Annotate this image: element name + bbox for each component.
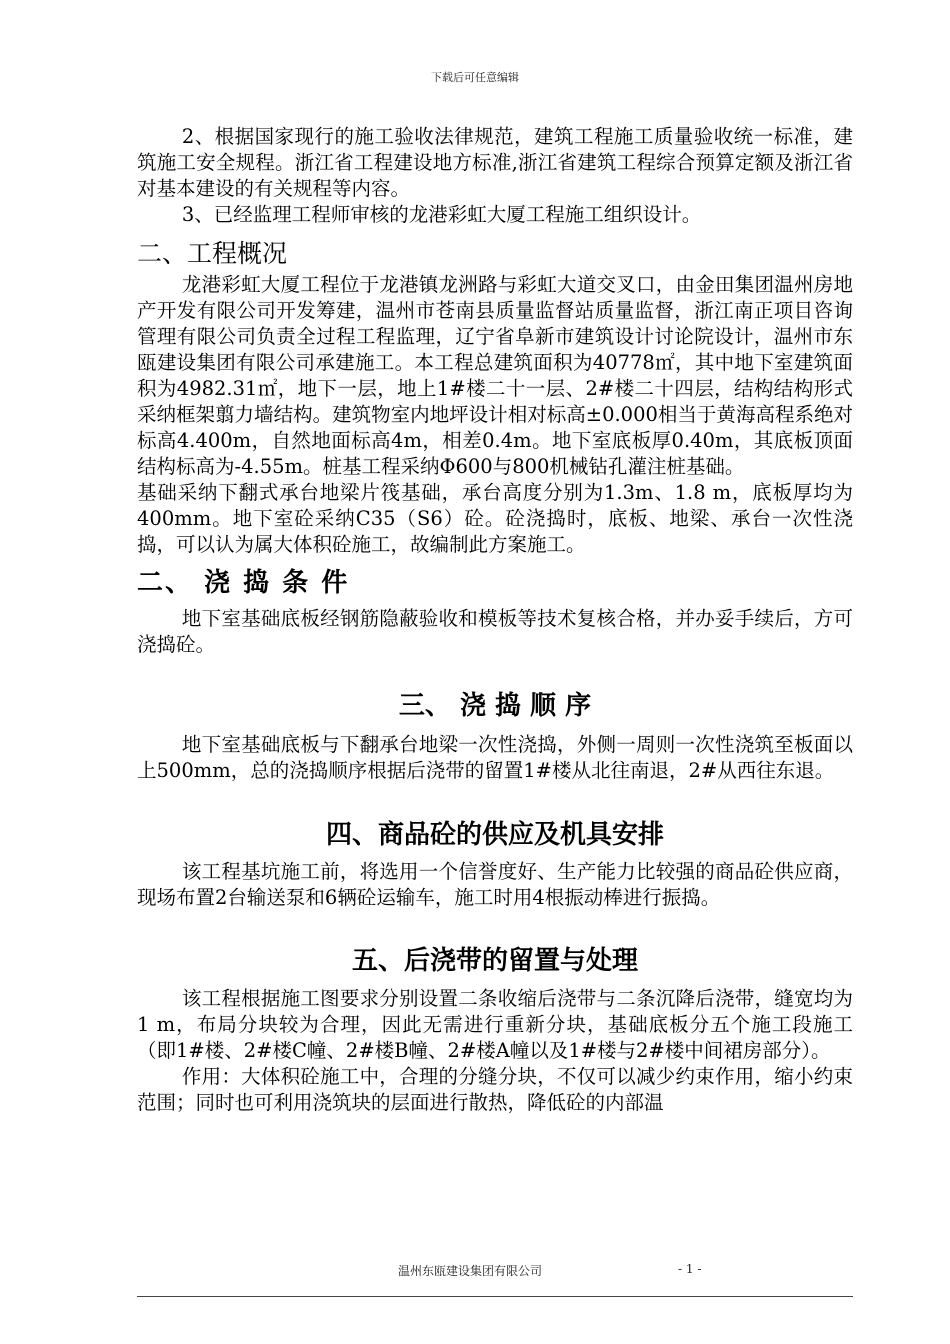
page-number: - 1 -: [678, 1262, 702, 1276]
joints-paragraph-2: 作用：大体积砼施工中，合理的分缝分块，不仅可以减少约束作用，缩小约束范围；同时也可利用浇筑块的层面进行散热，降低砼的内部温: [137, 1065, 853, 1114]
order-paragraph: 地下室基础底板与下翻承台地梁一次性浇捣，外侧一周则一次性浇筑至板面以上500mm，总的浇捣顺序根据后浇带的留置1#楼从北往南退，2#从西往东退。: [137, 733, 853, 782]
section-title-joints: 五、后浇带的留置与处理: [351, 946, 638, 976]
section-title-order: 三、 浇 捣 顺 序: [398, 691, 592, 721]
intro-item-3: 3、已经监理工程师审核的龙港彩虹大厦工程施工组织设计。: [181, 203, 702, 226]
section-title-supply: 四、商品砼的供应及机具安排: [325, 820, 664, 850]
joints-paragraph-1: 该工程根据施工图要求分别设置二条收缩后浇带与二条沉降后浇带，缝宽均为1 m，布局分块较为合理，因此无需进行重新分块，基础底板分五个施工段施工（即1#楼、2#楼C幢、2#楼B幢、2#楼A幢以及1#楼与2#楼中间裙房部分）。: [137, 987, 853, 1062]
overview-paragraph-2: 基础采纳下翻式承台地梁片筏基础，承台高度分别为1.3m、1.8 m，底板厚均为400mm。地下室砼采纳C35（S6）砼。砼浇捣时，底板、地梁、承台一次性浇捣，可以认为属大体积砼施工，故编制此方案施工。: [137, 481, 853, 556]
supply-paragraph: 该工程基坑施工前，将选用一个信誉度好、生产能力比较强的商品砼供应商，现场布置2台输送泵和6辆砼运输车，施工时用4根振动棒进行振捣。: [137, 860, 853, 909]
footer-company: 温州东瓯建设集团有限公司: [398, 1264, 543, 1278]
section-title-conditions: 二、 浇 捣 条 件: [137, 568, 350, 598]
intro-item-2: 2、根据国家现行的施工验收法律规范，建筑工程施工质量验收统一标准，建筑施工安全规程。浙江省工程建设地方标准,浙江省建筑工程综合预算定额及浙江省对基本建设的有关规程等内容。: [137, 125, 853, 200]
footer-rule: [137, 1296, 853, 1297]
section-title-overview: 二、工程概况: [137, 239, 288, 268]
conditions-paragraph: 地下室基础底板经钢筋隐蔽验收和模板等技术复核合格，并办妥手续后，方可浇捣砼。: [137, 607, 853, 656]
page-content: [137, 124, 853, 1116]
overview-paragraph-1: 龙港彩虹大厦工程位于龙港镇龙洲路与彩虹大道交叉口，由金田集团温州房地产开发有限公司开发筹建，温州市苍南县质量监督站质量监督，浙江南正项目咨询管理有限公司负责全过程工程监理，辽宁省阜新市建筑设计讨论院设计，温州市东瓯建设集团有限公司承建施工。本工程总建筑面积为40778㎡，其中地下室建筑面积为4982.31㎡，地下一层，地上1#楼二十一层、2#楼二十四层，结构结构形式采纳框架翦力墙结构。建筑物室内地坪设计相对标高±0.000相当于黄海高程系绝对标高4.400m，自然地面标高4m，相差0.4m。地下室底板厚0.40m，其底板顶面结构标高为-4.55m。桩基工程采纳Φ600与800机械钻孔灌注桩基础。: [137, 273, 853, 478]
page-header: 下载后可任意编辑: [431, 71, 519, 84]
